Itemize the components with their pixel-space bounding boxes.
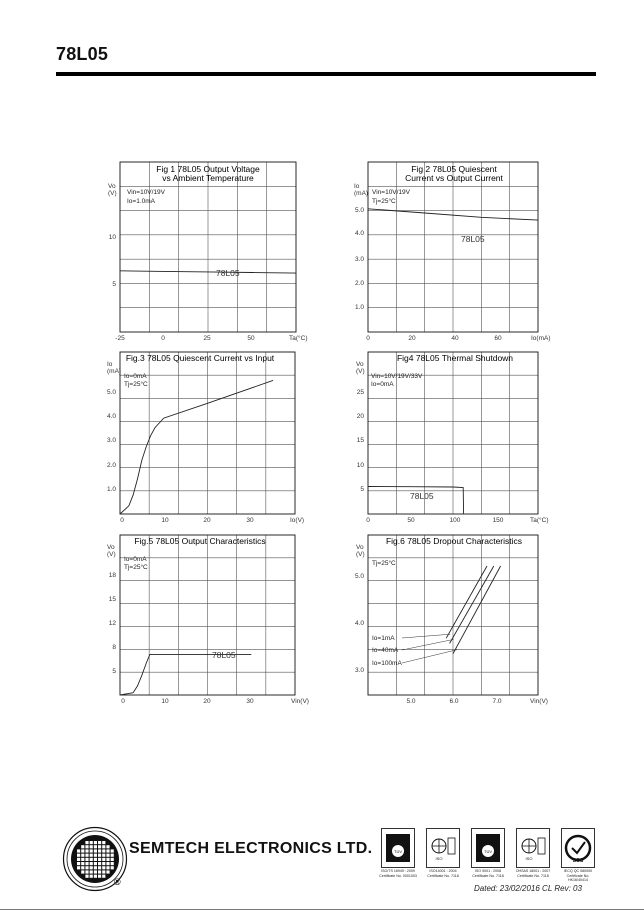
cert-mark-glyph (474, 832, 502, 864)
logo-cell (98, 845, 101, 848)
fig5-series-line (120, 655, 251, 695)
logo-cell (98, 858, 101, 861)
fig5-series-label: 78L05 (212, 650, 236, 660)
logo-cell (90, 854, 93, 857)
fig5-y-tick: 12 (108, 620, 116, 627)
fig4-y-axis-label: Vo (356, 361, 364, 368)
logo-cell (98, 866, 101, 869)
logo-cell (102, 870, 105, 873)
fig2-y-tick: 5.0 (354, 207, 364, 214)
fig6-y-tick: 5.0 (354, 573, 364, 580)
logo-cell (81, 845, 84, 848)
logo-cell (102, 841, 105, 844)
fig2-y-axis-label: (mA) (354, 190, 369, 197)
logo-cell (81, 862, 84, 865)
fig2-x-tick: 60 (494, 335, 502, 342)
fig6-y-axis-label: (V) (356, 551, 365, 558)
fig6-x-axis-label: Vin(V) (530, 698, 548, 705)
fig5-title-line: Fig.5 78L05 Output Characteristics (134, 536, 266, 546)
fig6-series-label: Io=100mA (372, 660, 402, 667)
fig4-x-axis-label: Ta(°C) (530, 517, 549, 524)
fig5-x-tick: 10 (161, 698, 169, 705)
fig6-series-line (453, 566, 501, 654)
fig2-title-line: Current vs Output Current (405, 173, 503, 183)
cert-caption: ISO/TS 16949 : 2009 (381, 869, 415, 873)
fig1-condition-note: Io=1.0mA (127, 198, 156, 205)
fig3-y-tick: 1.0 (106, 486, 116, 493)
fig4-y-tick: 15 (356, 437, 364, 444)
logo-cell (90, 845, 93, 848)
logo-cell (106, 866, 109, 869)
logo-cell (90, 866, 93, 869)
fig4-condition-note: Vin=10V/19V/33V (371, 373, 423, 380)
cert-caption: Certificate No. 7118 (472, 874, 504, 879)
fig5-y-axis-label: (V) (107, 551, 116, 558)
logo-cell (77, 866, 80, 869)
fig6-condition-note: Tj=25°C (372, 560, 396, 567)
fig4-y-tick: 10 (356, 462, 364, 469)
logo-cell (90, 870, 93, 873)
fig3-x-tick: 0 (120, 517, 124, 524)
cert-caption: ISO 9001 : 2008 (474, 869, 502, 873)
cert-mark-icon (426, 828, 460, 868)
logo-cell (90, 849, 93, 852)
logo-cell (94, 841, 97, 844)
logo-cell (102, 854, 105, 857)
cert-caption: Certificate No. 0001003 (379, 874, 417, 879)
cert-mark-icon (516, 828, 550, 868)
cert-shape (448, 838, 455, 854)
logo-cell (85, 845, 88, 848)
logo-cell (102, 866, 105, 869)
fig5-condition-note: Io=0mA (124, 556, 147, 563)
fig6-title-line: Fig.6 78L05 Dropout Characteristics (385, 536, 523, 546)
fig3-x-axis-label: Io(V) (290, 517, 305, 524)
fig3-condition-note: Io=0mA (124, 373, 147, 380)
cert-badge (558, 828, 598, 883)
fig4-chart (356, 352, 549, 524)
fig3-x-tick: 10 (161, 517, 169, 524)
cert-caption: IECQ QC 080000 (563, 869, 593, 873)
fig3-y-tick: 3.0 (106, 437, 116, 444)
logo-cell (106, 854, 109, 857)
fig2-x-tick: 20 (408, 335, 416, 342)
fig4-title-line: Fig4 78L05 Thermal Shutdown (396, 353, 514, 363)
cert-badge (468, 828, 508, 883)
logo-cell (85, 866, 88, 869)
fig6-series-line (450, 566, 494, 643)
logo-cell (102, 875, 105, 878)
fig6-leader-line (402, 634, 450, 638)
logo-cell (98, 849, 101, 852)
fig1-x-tick: 25 (203, 335, 211, 342)
fig5-x-axis-label: Vin(V) (291, 698, 309, 705)
cert-mark-text: SGS (572, 858, 584, 864)
fig3-y-axis-label: Io (107, 361, 113, 368)
registered-mark: ® (114, 877, 121, 887)
logo-cell (77, 858, 80, 861)
logo-cell (111, 858, 114, 861)
cert-mark-text: ISO (435, 856, 443, 861)
company-name: SEMTECH ELECTRONICS LTD. (129, 840, 373, 857)
cert-mark-glyph (429, 832, 457, 864)
fig3-y-tick: 4.0 (106, 413, 116, 420)
fig2-series-label: 78L05 (461, 234, 485, 244)
fig3-chart (107, 352, 304, 524)
logo-cell (90, 858, 93, 861)
logo-cell (94, 845, 97, 848)
logo-cell (94, 854, 97, 857)
logo-cell (94, 870, 97, 873)
cert-caption: ISO14001 : 2004 (429, 869, 457, 873)
logo-cell (106, 858, 109, 861)
fig6-leader-line (402, 639, 454, 650)
fig4-x-tick: 0 (366, 517, 370, 524)
cert-caption: OHSAS 18001 : 2007 (515, 869, 551, 873)
cert-mark-icon (561, 828, 595, 868)
fig4-y-tick: 5 (360, 486, 364, 493)
fig6-leader-line (402, 650, 457, 663)
fig4-series-label: 78L05 (410, 491, 434, 501)
fig1-y-axis-label: (V) (108, 190, 117, 197)
fig6-series-label: Io=40mA (372, 647, 399, 654)
fig1-y-tick: 5 (112, 281, 116, 288)
fig2-x-tick: 0 (366, 335, 370, 342)
fig5-y-tick: 15 (108, 596, 116, 603)
cert-mark-text: ISO (525, 856, 533, 861)
revision-date: Dated: 23/02/2016 CL Rev: 03 (474, 884, 582, 893)
certification-badges (378, 828, 598, 883)
fig1-series-label: 78L05 (216, 268, 240, 278)
logo-cell (106, 870, 109, 873)
fig2-x-axis-label: Io(mA) (531, 335, 551, 342)
fig4-x-tick: 50 (407, 517, 415, 524)
fig6-series-label: Io=1mA (372, 635, 395, 642)
logo-cell (94, 862, 97, 865)
logo-cell (98, 841, 101, 844)
fig6-grid (368, 535, 538, 695)
fig1-condition-note: Vin=10V/19V (127, 189, 166, 196)
fig6-x-tick: 5.0 (406, 698, 416, 705)
logo-cell (111, 849, 114, 852)
cert-mark-icon (381, 828, 415, 868)
logo-cell (81, 858, 84, 861)
fig1-title-line: Fig 1 78L05 Output Voltage (156, 164, 260, 174)
fig3-x-tick: 20 (203, 517, 211, 524)
cert-mark-text: TÜV (394, 849, 402, 854)
fig3-y-tick: 2.0 (106, 462, 116, 469)
logo-cell (106, 845, 109, 848)
fig2-y-axis-label: Io (354, 183, 360, 190)
fig6-y-tick: 3.0 (354, 667, 364, 674)
fig5-x-tick: 30 (246, 698, 254, 705)
cert-shape (538, 838, 545, 854)
logo-cell (81, 854, 84, 857)
cert-caption: Certificate No. HK16/40414 (566, 874, 590, 883)
cert-badge (423, 828, 463, 883)
cert-mark-glyph (564, 832, 592, 864)
logo-cell (90, 875, 93, 878)
fig2-chart (354, 162, 551, 342)
logo-cell (94, 875, 97, 878)
logo-cell (98, 875, 101, 878)
logo-cell (98, 862, 101, 865)
fig4-x-tick: 100 (449, 517, 461, 524)
logo-cell (102, 845, 105, 848)
fig6-y-tick: 4.0 (354, 620, 364, 627)
logo-cell (77, 854, 80, 857)
logo-cell (111, 862, 114, 865)
fig4-y-axis-label: (V) (356, 368, 365, 375)
fig1-title-line: vs Ambient Temperature (162, 173, 254, 183)
fig1-x-axis-label: Ta(°C) (289, 335, 308, 342)
fig5-x-tick: 20 (203, 698, 211, 705)
logo-cell (85, 849, 88, 852)
logo-cell (102, 849, 105, 852)
cert-mark-glyph (384, 832, 412, 864)
logo-cell (77, 862, 80, 865)
page-title: 78L05 (56, 44, 109, 64)
logo-cell (106, 862, 109, 865)
fig1-y-tick: 10 (108, 234, 116, 241)
logo-cell (111, 866, 114, 869)
fig4-y-tick: 25 (356, 389, 364, 396)
fig2-condition-note: Tj=25°C (372, 198, 396, 205)
fig2-grid (368, 162, 538, 332)
fig1-y-axis-label: Vo (108, 183, 116, 190)
fig5-y-axis-label: Vo (107, 544, 115, 551)
logo-cell (81, 849, 84, 852)
fig6-y-axis-label: Vo (356, 544, 364, 551)
logo-cell (81, 870, 84, 873)
cert-mark-icon (471, 828, 505, 868)
fig5-y-tick: 18 (108, 572, 116, 579)
fig3-y-axis-label: (mA) (107, 368, 122, 375)
fig5-condition-note: Tj=25°C (124, 564, 148, 571)
cert-shape (572, 842, 585, 853)
logo-cell (85, 862, 88, 865)
logo-cell (85, 858, 88, 861)
fig3-y-tick: 5.0 (106, 389, 116, 396)
fig5-y-tick: 5 (112, 668, 116, 675)
fig3-x-tick: 30 (246, 517, 254, 524)
logo-cell (85, 875, 88, 878)
fig2-y-tick: 3.0 (354, 256, 364, 263)
logo-cell (111, 854, 114, 857)
cert-caption: Certificate No. 7118 (427, 874, 459, 879)
logo-cell (94, 849, 97, 852)
fig4-x-tick: 150 (492, 517, 504, 524)
cert-mark-glyph (519, 832, 547, 864)
cert-shape (566, 836, 590, 860)
fig2-title-line: Fig 2 78L05 Quiescent (411, 164, 497, 174)
logo-cell (90, 841, 93, 844)
fig4-condition-note: Io=0mA (371, 381, 394, 388)
logo-cell (98, 854, 101, 857)
logo-cell (81, 866, 84, 869)
cert-caption: Certificate No. 7118 (517, 874, 549, 879)
fig1-x-tick: 0 (161, 335, 165, 342)
logo-cell (98, 870, 101, 873)
cert-badge (513, 828, 553, 883)
fig2-y-tick: 2.0 (354, 280, 364, 287)
fig1-x-tick: -25 (115, 335, 125, 342)
logo-cell (106, 849, 109, 852)
logo-cell (102, 858, 105, 861)
cert-mark-text: TÜV (484, 849, 492, 854)
logo-cell (77, 849, 80, 852)
fig4-y-tick: 20 (356, 413, 364, 420)
logo-cell (94, 866, 97, 869)
fig6-x-tick: 7.0 (492, 698, 502, 705)
logo-cell (85, 870, 88, 873)
fig1-grid (120, 162, 296, 332)
fig6-chart (355, 535, 548, 705)
fig2-y-tick: 4.0 (354, 230, 364, 237)
fig6-x-tick: 6.0 (449, 698, 459, 705)
fig3-title-line: Fig.3 78L05 Quiescent Current vs Input (125, 353, 275, 363)
logo-cell (85, 841, 88, 844)
fig2-condition-note: Vin=10V/19V (372, 189, 411, 196)
fig2-y-tick: 1.0 (354, 304, 364, 311)
fig5-y-tick: 8 (112, 644, 116, 651)
logo-cell (90, 862, 93, 865)
cert-badge (378, 828, 418, 883)
logo-cell (94, 858, 97, 861)
fig1-x-tick: 50 (247, 335, 255, 342)
fig5-chart (107, 535, 309, 705)
fig3-condition-note: Tj=25°C (124, 381, 148, 388)
logo-cell (102, 862, 105, 865)
logo-cell (85, 854, 88, 857)
fig3-series-line (120, 380, 273, 514)
fig2-x-tick: 40 (451, 335, 459, 342)
fig5-x-tick: 0 (121, 698, 125, 705)
fig1-chart (108, 162, 308, 342)
bottom-rule (0, 909, 644, 910)
